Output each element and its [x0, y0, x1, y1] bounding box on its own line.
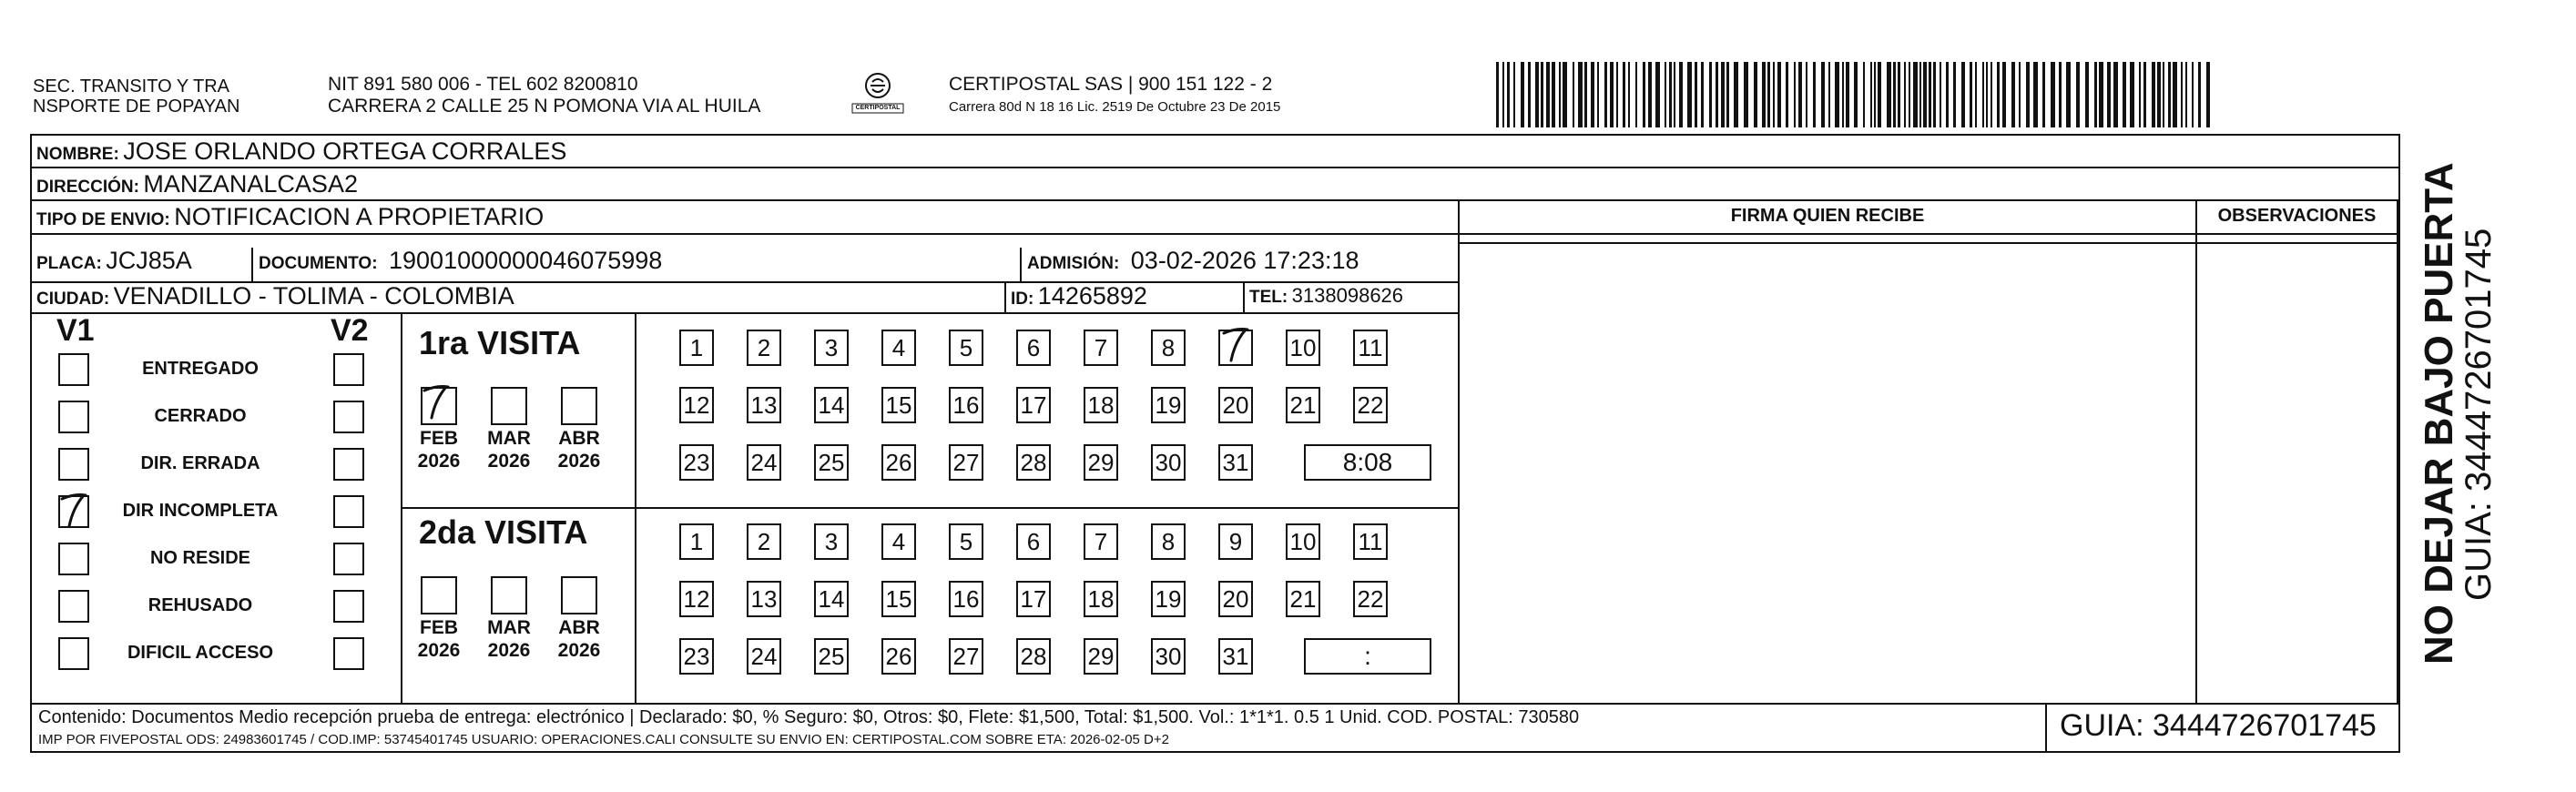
day-box: 24 — [747, 638, 781, 675]
license-line: Carrera 80d N 18 16 Lic. 2519 De Octubre 23 De 2015 — [949, 99, 1281, 115]
month-checkbox — [491, 387, 527, 425]
day-box: 13 — [747, 387, 781, 423]
status-label: DIR INCOMPLETA — [122, 501, 279, 521]
ciudad-label: CIUDAD: — [36, 289, 110, 309]
month-label: FEB — [420, 428, 458, 449]
day-box: 6 — [1016, 330, 1051, 366]
day-box: 21 — [1286, 581, 1320, 617]
day-box: 15 — [881, 387, 916, 423]
year-label: 2026 — [557, 640, 601, 661]
carrier-logo — [850, 71, 905, 118]
side-warning: NO DEJAR BAJO PUERTA — [2417, 162, 2461, 665]
admision-value: 03-02-2026 17:23:18 — [1130, 247, 1359, 274]
day-box: 26 — [881, 444, 916, 481]
month-label: MAR — [487, 428, 531, 449]
month-label: MAR — [487, 617, 531, 638]
footer-guia: GUIA: 3444726701745 — [2060, 708, 2377, 743]
day-box: 27 — [949, 638, 983, 675]
day-box: 31 — [1218, 444, 1253, 481]
status-label: DIFICIL ACCESO — [127, 643, 273, 663]
sender-org-line2: NSPORTE DE POPAYAN — [33, 96, 240, 117]
row-placa — [36, 244, 192, 281]
day-box: 5 — [949, 330, 983, 366]
year-label: 2026 — [557, 451, 601, 472]
v1-checkbox — [58, 543, 89, 575]
documento-label: DOCUMENTO: — [259, 254, 378, 273]
day-box: 10 — [1286, 523, 1320, 560]
day-box: 2 — [747, 523, 781, 560]
firma-header: FIRMA QUIEN RECIBE — [1730, 206, 1925, 226]
v2-checkbox — [333, 401, 364, 433]
day-box: 7 — [1084, 523, 1118, 560]
day-box: 18 — [1084, 581, 1118, 617]
year-label: 2026 — [487, 640, 531, 661]
day-box: 31 — [1218, 638, 1253, 675]
row-direccion — [36, 168, 358, 205]
day-box: 8 — [1151, 523, 1186, 560]
observaciones-header: OBSERVACIONES — [2217, 206, 2377, 226]
side-guia: GUIA: 3444726701745 — [2459, 228, 2499, 601]
day-box: 22 — [1353, 387, 1388, 423]
v1-checkbox — [58, 401, 89, 433]
tipo-envio-value: NOTIFICACION A PROPIETARIO — [174, 203, 545, 230]
day-box: 9 — [1218, 523, 1253, 560]
day-box: 24 — [747, 444, 781, 481]
v1-checkbox — [58, 637, 89, 670]
year-label: 2026 — [417, 640, 461, 661]
day-box: 15 — [881, 581, 916, 617]
day-box: 19 — [1151, 387, 1186, 423]
ciudad-value: VENADILLO - TOLIMA - COLOMBIA — [113, 282, 514, 310]
v1-checkbox — [58, 353, 89, 386]
day-box: 4 — [881, 330, 916, 366]
v2-checkbox — [333, 543, 364, 575]
v2-checkbox — [333, 590, 364, 623]
v1-check-mark — [56, 490, 93, 539]
day-box: 26 — [881, 638, 916, 675]
row-nombre — [36, 135, 566, 172]
direccion-value: MANZANALCASA2 — [143, 170, 358, 198]
day-box: 16 — [949, 387, 983, 423]
day-box: 29 — [1084, 444, 1118, 481]
row-id — [1011, 279, 1147, 317]
month-checkbox — [421, 576, 457, 614]
month-checkbox — [561, 576, 597, 614]
tel-value: 3138098626 — [1291, 284, 1404, 307]
year-label: 2026 — [487, 451, 531, 472]
carrier-logo-text: CERTIPOSTAL — [855, 105, 901, 111]
day-box: 25 — [814, 638, 849, 675]
day-box: 22 — [1353, 581, 1388, 617]
day-box: 17 — [1016, 387, 1051, 423]
tipo-envio-label: TIPO DE ENVIO: — [36, 210, 170, 229]
day-box: 18 — [1084, 387, 1118, 423]
day-check-mark — [1218, 324, 1255, 373]
documento-value: 19001000000046075998 — [389, 247, 663, 274]
row-tipo-envio — [36, 200, 544, 238]
v1-checkbox — [58, 448, 89, 481]
footer-impresion: IMP POR FIVEPOSTAL ODS: 24983601745 / COD.IMP: 53745401745 USUARIO: OPERACIONES.CALI CONSULTE SU ENVIO EN: CERTIPOSTAL.COM SOBRE ETA: 2026-02-05 D+2 — [38, 732, 1169, 747]
row-documento — [259, 244, 662, 281]
day-box: 14 — [814, 581, 849, 617]
placa-value: JCJ85A — [106, 247, 192, 274]
day-box: 14 — [814, 387, 849, 423]
day-box: 12 — [679, 581, 714, 617]
day-box: 3 — [814, 523, 849, 560]
day-box: 17 — [1016, 581, 1051, 617]
nombre-label: NOMBRE: — [36, 145, 119, 164]
carrier-line: CERTIPOSTAL SAS | 900 151 122 - 2 — [949, 74, 1273, 95]
row-admision — [1027, 244, 1359, 281]
day-box: 23 — [679, 444, 714, 481]
day-box: 19 — [1151, 581, 1186, 617]
tel-label: TEL: — [1249, 288, 1288, 307]
time-box: : — [1304, 638, 1431, 675]
day-box: 29 — [1084, 638, 1118, 675]
day-box: 11 — [1353, 523, 1388, 560]
day-box: 23 — [679, 638, 714, 675]
day-box: 8 — [1151, 330, 1186, 366]
sender-org-line1: SEC. TRANSITO Y TRA — [33, 76, 229, 96]
day-box: 20 — [1218, 581, 1253, 617]
day-box: 27 — [949, 444, 983, 481]
v2-checkbox — [333, 448, 364, 481]
v2-checkbox — [333, 637, 364, 670]
day-box: 4 — [881, 523, 916, 560]
month-label: ABR — [558, 428, 600, 449]
day-box: 16 — [949, 581, 983, 617]
direccion-label: DIRECCIÓN: — [36, 178, 139, 197]
status-label: REHUSADO — [148, 595, 253, 615]
day-box: 12 — [679, 387, 714, 423]
day-box: 30 — [1151, 638, 1186, 675]
month-check-mark — [419, 381, 455, 431]
barcode — [1496, 62, 2215, 127]
day-box: 10 — [1286, 330, 1320, 366]
visit2-title: 2da VISITA — [419, 513, 588, 551]
status-label: NO RESIDE — [149, 548, 251, 568]
visit1-title: 1ra VISITA — [419, 324, 581, 361]
day-box: 28 — [1016, 638, 1051, 675]
day-box: 21 — [1286, 387, 1320, 423]
v1-checkbox — [58, 590, 89, 623]
day-box: 5 — [949, 523, 983, 560]
placa-label: PLACA: — [36, 254, 102, 273]
row-ciudad — [36, 279, 514, 317]
nit-line: NIT 891 580 006 - TEL 602 8200810 — [328, 74, 638, 95]
v2-header: V2 — [331, 313, 369, 348]
id-label: ID: — [1011, 289, 1034, 309]
day-box: 1 — [679, 523, 714, 560]
v1-header: V1 — [56, 313, 95, 348]
day-box: 11 — [1353, 330, 1388, 366]
day-box: 30 — [1151, 444, 1186, 481]
footer-contenido: Contenido: Documentos Medio recepción prueba de entrega: electrónico | Declarado: $0, % Seguro: $0, Otros: $0, Flete: $1,500, Total: $1,500. Vol.: 1*1*1. 0.5 1 Unid. COD. POSTAL: 730580 — [38, 707, 1580, 727]
month-label: FEB — [420, 617, 458, 638]
status-label: CERRADO — [154, 406, 247, 426]
status-label: DIR. ERRADA — [140, 453, 260, 473]
month-checkbox — [561, 387, 597, 425]
v2-checkbox — [333, 495, 364, 528]
row-tel — [1249, 279, 1403, 315]
day-box: 25 — [814, 444, 849, 481]
status-label: ENTREGADO — [142, 359, 259, 379]
day-box: 1 — [679, 330, 714, 366]
time-box: 8:08 — [1304, 444, 1431, 481]
nombre-value: JOSE ORLANDO ORTEGA CORRALES — [123, 137, 567, 165]
address-line: CARRERA 2 CALLE 25 N POMONA VIA AL HUILA — [328, 96, 761, 117]
month-checkbox — [491, 576, 527, 614]
admision-label: ADMISIÓN: — [1027, 254, 1120, 273]
v2-checkbox — [333, 353, 364, 386]
day-box: 13 — [747, 581, 781, 617]
day-box: 3 — [814, 330, 849, 366]
year-label: 2026 — [417, 451, 461, 472]
day-box: 6 — [1016, 523, 1051, 560]
day-box: 2 — [747, 330, 781, 366]
id-value: 14265892 — [1037, 282, 1147, 310]
day-box: 28 — [1016, 444, 1051, 481]
day-box: 20 — [1218, 387, 1253, 423]
day-box: 7 — [1084, 330, 1118, 366]
month-label: ABR — [558, 617, 600, 638]
